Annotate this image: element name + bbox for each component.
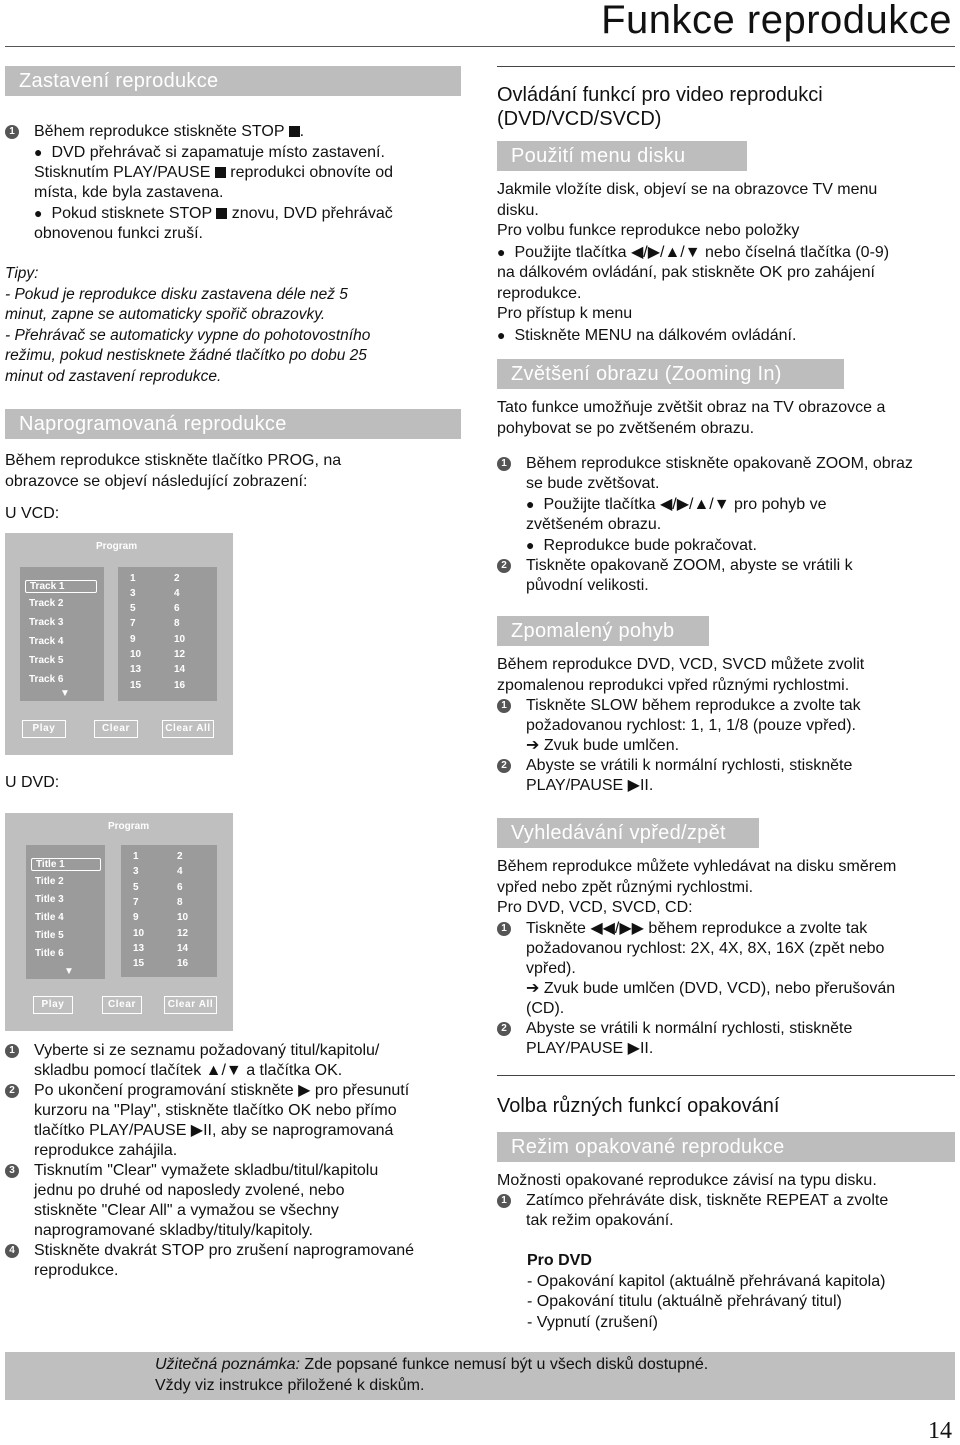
program-slot[interactable]: 13 bbox=[130, 664, 142, 676]
screen-list-item[interactable]: Title 5 bbox=[35, 930, 64, 941]
text-line: Tisknutím "Clear" vymažete skladbu/titul/kapitolu bbox=[34, 1162, 379, 1179]
program-slot[interactable]: 3 bbox=[133, 866, 139, 878]
program-slot[interactable]: 6 bbox=[174, 603, 180, 615]
program-slot[interactable]: 4 bbox=[177, 866, 183, 878]
text-line: pohybovat se po zvětšeném obrazu. bbox=[497, 419, 755, 437]
step-number-icon: 3 bbox=[5, 1164, 19, 1178]
text-line: reprodukci obnovíte od bbox=[230, 164, 394, 181]
search-step-1 bbox=[497, 919, 955, 1019]
text-line: Po ukončení programování stiskněte ▶ pro přesunutí bbox=[34, 1082, 410, 1099]
screen-list-item[interactable]: Track 3 bbox=[29, 617, 64, 629]
program-step-4 bbox=[5, 1241, 463, 1281]
program-slot[interactable]: 16 bbox=[174, 679, 186, 691]
track-list bbox=[20, 567, 104, 701]
repeat-heading-wrap bbox=[497, 1075, 955, 1118]
step-number-icon: 2 bbox=[5, 1084, 19, 1098]
text-line: PLAY/PAUSE ▶II. bbox=[526, 777, 654, 794]
text-line: Stiskněte dvakrát STOP pro zrušení naprogramované bbox=[34, 1242, 415, 1259]
screen-button-clear[interactable]: Clear bbox=[94, 720, 138, 738]
text-line: obnovenou funkci zruší. bbox=[34, 225, 203, 242]
dvd-label: U DVD: bbox=[5, 773, 60, 791]
text-line: Zvuk bude umlčen. bbox=[543, 737, 680, 754]
screen-list-item[interactable]: Title 2 bbox=[35, 876, 64, 887]
program-step-3 bbox=[5, 1161, 463, 1241]
text-line: - Pokud je reprodukce disku zastavena déle než 5 bbox=[5, 285, 348, 303]
text-line: Abyste se vrátili k normální rychlosti, stiskněte bbox=[526, 1019, 853, 1037]
screen-button-clear-all[interactable]: Clear All bbox=[164, 996, 217, 1014]
text-line: Zvuk bude umlčen (DVD, VCD), nebo přerušován bbox=[543, 979, 896, 997]
text-line: ● Stiskněte MENU na dálkovém ovládání. bbox=[497, 325, 955, 347]
program-slot[interactable]: 10 bbox=[133, 927, 145, 939]
screen-list-item[interactable]: Title 3 bbox=[35, 894, 64, 905]
text-line: Tato funkce umožňuje zvětšit obraz na TV obrazovce a bbox=[497, 399, 886, 416]
text-line: ● Použijte tlačítka ◀/▶/▲/▼ pro pohyb ve bbox=[526, 494, 955, 515]
stop-step-1: 1 Během reprodukce stiskněte STOP . ● DVD přehrávač si zapamatuje místo zastavení. Stisknutím PLAY/PAUSE reprodukci obnovíte od místa, kde byla zastavena. ● Pokud stisknete STOP znovu, DVD přehrávač obnovenou funkci zruší. bbox=[5, 122, 463, 244]
text-line: vpřed nebo zpět různými rychlostmi. bbox=[497, 878, 754, 896]
screen-list-item[interactable]: Track 2 bbox=[29, 598, 64, 610]
text-line: původní velikosti. bbox=[526, 577, 649, 594]
step-number-icon: 1 bbox=[5, 1044, 19, 1058]
text-line: reprodukce. bbox=[34, 1262, 119, 1279]
text-line: Pro DVD, VCD, SVCD, CD: bbox=[497, 899, 693, 916]
step-number-icon: 4 bbox=[5, 1244, 19, 1258]
screen-button-clear[interactable]: Clear bbox=[102, 996, 142, 1014]
section-heading-zoom: Zvětšení obrazu (Zooming In) bbox=[497, 359, 844, 389]
text-line: požadovanou rychlost: 2X, 4X, 8X, 16X (zpět nebo bbox=[526, 939, 885, 957]
step-number-icon: 1 bbox=[497, 1194, 511, 1208]
text-line: tlačítko PLAY/PAUSE ▶II, aby se naprogramovaná bbox=[34, 1122, 394, 1139]
program-slot[interactable]: 7 bbox=[130, 618, 136, 630]
heading-line: Ovládání funkcí pro video reprodukci bbox=[497, 84, 823, 106]
screen-button-play[interactable]: Play bbox=[33, 996, 73, 1014]
page-title: Funkce reprodukce bbox=[601, 0, 952, 42]
screen-list-item[interactable]: Track 6 bbox=[29, 673, 64, 685]
step-number-icon: 1 bbox=[497, 457, 511, 471]
stop-icon bbox=[289, 126, 300, 137]
program-slot[interactable]: 12 bbox=[174, 649, 186, 660]
screen-list-item[interactable]: Track 5 bbox=[29, 654, 64, 666]
text-line: reprodukce zahájila. bbox=[34, 1142, 178, 1159]
text-line: ● DVD přehrávač si zapamatuje místo zastavení. bbox=[34, 142, 463, 163]
text-line: Během reprodukce stiskněte tlačítko PROG, na bbox=[5, 452, 342, 469]
program-slot[interactable]: 5 bbox=[130, 603, 136, 615]
text-line: tak režim opakování. bbox=[526, 1212, 674, 1229]
screen-list-item[interactable]: Title 1 bbox=[31, 858, 101, 871]
left-column bbox=[5, 66, 463, 1281]
text-line: místa, kde byla zastavena. bbox=[34, 184, 224, 201]
text-line: PLAY/PAUSE ▶II. bbox=[526, 1039, 654, 1057]
program-slot[interactable]: 7 bbox=[133, 896, 139, 908]
program-slot[interactable]: 12 bbox=[177, 927, 189, 939]
text-line: obrazovce se objeví následující zobrazení: bbox=[5, 472, 308, 490]
text-line: Tiskněte opakovaně ZOOM, abyste se vrátili k bbox=[526, 557, 853, 574]
text-line: Tiskněte SLOW během reprodukce a zvolte tak bbox=[526, 697, 861, 714]
vcd-program-screen bbox=[5, 533, 233, 755]
menu-text bbox=[497, 180, 955, 346]
text-line: vpřed). bbox=[526, 959, 576, 977]
program-slot[interactable]: 9 bbox=[130, 633, 136, 645]
text-line: na dálkovém ovládání, pak stiskněte OK pro zahájení bbox=[497, 264, 875, 281]
program-intro bbox=[5, 451, 463, 492]
program-slot[interactable]: 8 bbox=[174, 618, 180, 630]
program-step-2 bbox=[5, 1081, 463, 1161]
dvd-program-screen bbox=[5, 813, 233, 1031]
program-slots bbox=[118, 567, 217, 701]
section-heading-program: Naprogramovaná reprodukce bbox=[5, 409, 461, 439]
screen-list-item[interactable]: Title 4 bbox=[35, 912, 64, 923]
repeat-step-1 bbox=[497, 1191, 955, 1231]
screen-button-play[interactable]: Play bbox=[22, 720, 66, 738]
text-line: ● Reprodukce bude pokračovat. bbox=[526, 535, 955, 556]
stop-icon bbox=[216, 208, 227, 219]
program-slot[interactable]: 14 bbox=[174, 664, 186, 676]
search-intro bbox=[497, 857, 955, 919]
text-line: Během reprodukce můžete vyhledávat na disku směrem bbox=[497, 858, 897, 875]
step-number-icon: 1 bbox=[5, 125, 19, 139]
text-line: Pro volbu funkce reprodukce nebo položky bbox=[497, 222, 800, 239]
step-number-icon: 1 bbox=[497, 699, 511, 713]
program-steps bbox=[5, 1041, 463, 1281]
text-line: stiskněte "Clear All" a vymažou se všechny bbox=[34, 1202, 339, 1219]
screen-list-item[interactable]: Track 4 bbox=[29, 635, 64, 647]
stop-icon bbox=[215, 167, 226, 178]
text-line: znovu, DVD přehrávač bbox=[231, 205, 393, 222]
text-line: disku. bbox=[497, 201, 539, 219]
screen-list-item[interactable]: Track 1 bbox=[25, 580, 97, 593]
useful-note bbox=[5, 1352, 955, 1400]
program-step-1 bbox=[5, 1041, 463, 1081]
program-slot[interactable]: 14 bbox=[177, 942, 189, 954]
text-line: režimu, pokud nestisknete žádné tlačítko po dobu 25 bbox=[5, 347, 367, 364]
text-line: Vyberte si ze seznamu požadovaný titul/kapitolu/ bbox=[34, 1042, 380, 1059]
arrow-icon: ➔ bbox=[526, 979, 540, 997]
section-heading-stop: Zastavení reprodukce bbox=[5, 66, 461, 96]
slow-step-2 bbox=[497, 756, 955, 796]
text-line: se bude zvětšovat. bbox=[526, 475, 660, 492]
text-line: Během reprodukce stiskněte STOP bbox=[34, 123, 285, 140]
program-slot[interactable]: 6 bbox=[177, 881, 183, 893]
tips bbox=[5, 264, 463, 387]
step-number-icon: 2 bbox=[497, 759, 511, 773]
step-number-icon: 1 bbox=[497, 922, 511, 936]
text-line: - Opakování titulu (aktuálně přehrávaný titul) bbox=[527, 1293, 842, 1310]
screen-title: Program bbox=[96, 540, 138, 552]
search-step-2 bbox=[497, 1019, 955, 1059]
text-line: minut od zastavení reprodukce. bbox=[5, 367, 222, 385]
title-list bbox=[26, 845, 105, 979]
text-line: (CD). bbox=[526, 999, 565, 1017]
program-slot[interactable]: 3 bbox=[130, 587, 136, 599]
text-line: naprogramované skladby/tituly/kapitoly. bbox=[34, 1222, 313, 1239]
text-line: Během reprodukce stiskněte opakovaně ZOOM, obraz bbox=[526, 455, 913, 472]
repeat-intro: Možnosti opakované reprodukce závisí na typu disku. bbox=[497, 1171, 877, 1189]
text-line: požadovanou rychlost: 1, 1, 1/8 (pouze vpřed). bbox=[526, 717, 856, 734]
text-line: ● Použijte tlačítka ◀/▶/▲/▼ nebo číselná tlačítka (0-9) bbox=[497, 242, 955, 264]
screen-button-clear-all[interactable]: Clear All bbox=[162, 720, 214, 738]
text-line: Abyste se vrátili k normální rychlosti, stiskněte bbox=[526, 757, 853, 774]
text-line: kurzoru na "Play", stiskněte tlačítko OK nebo přímo bbox=[34, 1102, 397, 1119]
zoom-step-1 bbox=[497, 454, 955, 556]
vcd-label: U VCD: bbox=[5, 505, 60, 522]
section-heading-menu: Použití menu disku bbox=[497, 141, 747, 171]
step-number-icon: 2 bbox=[497, 559, 511, 573]
text-line: - Vypnutí (zrušení) bbox=[527, 1313, 659, 1331]
right-column bbox=[497, 66, 955, 1333]
program-slot[interactable]: 15 bbox=[130, 679, 142, 691]
program-slot[interactable]: 10 bbox=[177, 912, 189, 924]
text-line: Pro přístup k menu bbox=[497, 305, 633, 322]
section-heading-slow: Zpomalený pohyb bbox=[497, 616, 709, 646]
text-line: Tiskněte ◀◀/▶▶ během reprodukce a zvolte tak bbox=[526, 919, 868, 937]
program-slot[interactable]: 4 bbox=[174, 587, 180, 599]
program-slot[interactable]: 2 bbox=[177, 851, 183, 862]
scroll-down-icon[interactable]: ▼ bbox=[64, 966, 74, 977]
text-line: skladbu pomocí tlačítek ▲/▼ a tlačítka OK. bbox=[34, 1062, 343, 1079]
step-number-icon: 2 bbox=[497, 1022, 511, 1036]
note-text: Zde popsané funkce nemusí být u všech disků dostupné. bbox=[299, 1356, 709, 1373]
program-slot[interactable]: 15 bbox=[133, 958, 145, 970]
text-line: reprodukce. bbox=[497, 284, 582, 302]
program-slot[interactable]: 2 bbox=[174, 572, 180, 584]
screen-list-item[interactable]: Title 6 bbox=[35, 948, 64, 959]
top-divider bbox=[5, 46, 955, 47]
program-slot[interactable]: 10 bbox=[174, 633, 186, 645]
video-heading bbox=[497, 66, 955, 131]
program-slot[interactable]: 5 bbox=[133, 881, 139, 893]
repeat-heading: Volba různých funkcí opakování bbox=[497, 1094, 780, 1117]
screen-title: Program bbox=[108, 821, 150, 832]
zoom-intro bbox=[497, 398, 955, 439]
program-slot[interactable]: 16 bbox=[177, 958, 189, 970]
text-line: - Opakování kapitol (aktuálně přehrávaná kapitola) bbox=[527, 1272, 886, 1290]
program-slot[interactable]: 10 bbox=[130, 649, 142, 660]
pro-dvd bbox=[497, 1251, 955, 1333]
text-line: Během reprodukce DVD, VCD, SVCD můžete zvolit bbox=[497, 656, 865, 673]
scroll-down-icon[interactable]: ▼ bbox=[60, 687, 70, 699]
heading-line: (DVD/VCD/SVCD) bbox=[497, 108, 662, 130]
text-line: minut, zapne se automaticky spořič obrazovky. bbox=[5, 306, 326, 323]
section-heading-search: Vyhledávání vpřed/zpět bbox=[497, 818, 759, 848]
arrow-icon: ➔ bbox=[526, 737, 540, 754]
note-label: Užitečná poznámka: bbox=[155, 1356, 300, 1373]
page-number: 14 bbox=[928, 1418, 952, 1444]
text-line: Jakmile vložíte disk, objeví se na obrazovce TV menu bbox=[497, 181, 878, 198]
program-slot[interactable]: 1 bbox=[133, 851, 139, 862]
tips-label: Tipy: bbox=[5, 265, 39, 282]
text-line: Zatímco přehráváte disk, tiskněte REPEAT a zvolte bbox=[526, 1192, 889, 1209]
text-line: Pokud stisknete STOP bbox=[51, 205, 212, 222]
zoom-step-2 bbox=[497, 556, 955, 596]
slow-intro bbox=[497, 655, 955, 696]
text-line: - Přehrávač se automaticky vypne do pohotovostního bbox=[5, 326, 371, 344]
text-line: jednu po druhé od naposledy zvolené, nebo bbox=[34, 1182, 345, 1199]
program-slots bbox=[121, 845, 217, 977]
program-slot[interactable]: 9 bbox=[133, 912, 139, 924]
text-line: Stisknutím PLAY/PAUSE bbox=[34, 164, 211, 181]
program-slot[interactable]: 1 bbox=[130, 572, 136, 584]
text-line: zpomalenou reprodukci vpřed různými rychlostmi. bbox=[497, 676, 850, 694]
pro-dvd-label: Pro DVD bbox=[527, 1252, 592, 1269]
program-slot[interactable]: 8 bbox=[177, 896, 183, 908]
note-text: Vždy viz instrukce přiložené k diskům. bbox=[155, 1377, 425, 1394]
text-line: zvětšeném obrazu. bbox=[526, 516, 662, 533]
section-heading-repeat: Režim opakované reprodukce bbox=[497, 1132, 955, 1162]
program-slot[interactable]: 13 bbox=[133, 942, 145, 954]
slow-step-1 bbox=[497, 696, 955, 756]
